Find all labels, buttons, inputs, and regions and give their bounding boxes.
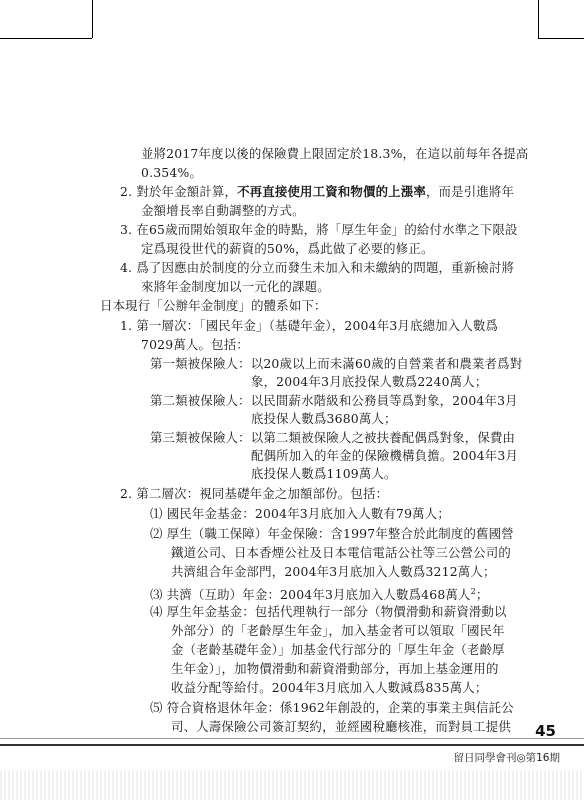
crop-mark: [538, 0, 539, 38]
text-line: 底投保人數爲3680萬人；: [251, 411, 397, 426]
list-item-text: ⑶ 共濟（互助）年金：2004年3月底加入人數爲468萬人: [150, 587, 471, 603]
text-line: 象，2004年3月底投保人數爲2240萬人；: [251, 374, 488, 389]
text-line: 鐵道公司、日本香煙公社及日本電信電話公社等三公營公司的: [171, 545, 511, 560]
section-heading: 日本現行「公辦年金制度」的體系如下：: [100, 298, 327, 313]
text-line: ⑴ 國民年金基金：2004年3月底加入人數有79萬人；: [150, 506, 450, 521]
text-line: 第三類被保險人：以第二類被保險人之被扶養配偶爲對象，保費由: [150, 430, 516, 445]
emphasis-text: 不再直接使用工資和物價的上漲率: [237, 184, 426, 199]
text-line: [150, 584, 489, 603]
scan-stripe: [0, 770, 584, 800]
text-line: 來將年金制度加以一元化的課題。: [141, 279, 330, 294]
text-line: 2. 第二層次：視同基礎年金之加額部份。包括：: [120, 486, 389, 501]
crop-mark: [92, 0, 93, 38]
text-line: 4. 爲了因應由於制度的分立而發生未加入和未繳納的問題，重新檢討將: [120, 260, 515, 275]
list-item-text: 2. 對於年金額計算，: [120, 184, 238, 199]
text-line: 1. 第一層次：「國民年金」（基礎年金），2004年3月底總加入人數爲: [120, 318, 499, 333]
text-line: 定爲現役世代的薪資的50%，爲此做了必要的修正。: [141, 241, 434, 256]
page-number: 45: [535, 722, 556, 740]
footer-rule: [0, 744, 584, 746]
text-line: 3. 在65歲而開始領取年金的時點，將「厚生年金」的給付水準之下限設: [120, 222, 518, 237]
crop-mark: [538, 38, 584, 39]
text-line: 生年金）」，加物價滑動和薪資滑動部分，再加上基金運用的: [171, 661, 499, 676]
text-line: 司、人壽保險公司簽訂契約，並經國稅廳核准，而對員工提供: [171, 719, 511, 734]
footnote-marker: 2: [470, 587, 476, 596]
text-line: 0.354%。: [141, 165, 203, 180]
text-line: ⑸ 符合資格退休年金：係1962年創設的，企業的事業主與信託公: [150, 700, 514, 715]
text-line: 收益分配等給付。2004年3月底加入人數減爲835萬人；: [171, 680, 488, 695]
text-line: 共濟組合年金部門，2004年3月底加入人數爲3212萬人；: [171, 564, 496, 579]
crop-mark: [0, 38, 92, 39]
text-line: 金額增長率自動調整的方式。: [141, 203, 305, 218]
footer-title: 留日同學會刊◎第16期: [453, 752, 560, 764]
text-line: 配偶所加入的年金的保險機構負擔。2004年3月: [251, 448, 519, 463]
list-item-text: ，而是引進將年: [425, 184, 515, 199]
text-line: 第一類被保險人：以20歲以上而未滿60歲的自營業者和農業者爲對: [150, 356, 523, 371]
text-line: 金（老齡基礎年金）」加基金代行部分的「厚生年金（老齡厚: [171, 642, 505, 657]
text-line: 外部分）的「老齡厚生年金」，加入基金者可以領取「國民年: [171, 623, 505, 638]
text-line: 第二類被保險人：以民間薪水階級和公務員等爲對象，2004年3月: [150, 393, 518, 408]
text-line: ⑷ 厚生年金基金：包括代理執行一部分（物價滑動和薪資滑動以: [150, 604, 507, 619]
punctuation: ；: [475, 587, 489, 603]
text-line: 並將2017年度以後的保險費上限固定於18.3%，在這以前每年各提高: [141, 146, 529, 161]
text-line: 底投保人數爲1109萬人。: [251, 466, 397, 481]
crop-mark: [0, 738, 584, 739]
text-line: 7029萬人。包括：: [141, 337, 249, 352]
text-line: ⑵ 厚生（職工保障）年金保險：含1997年整合於此制度的舊國營: [150, 526, 514, 541]
text-line: [120, 184, 514, 200]
